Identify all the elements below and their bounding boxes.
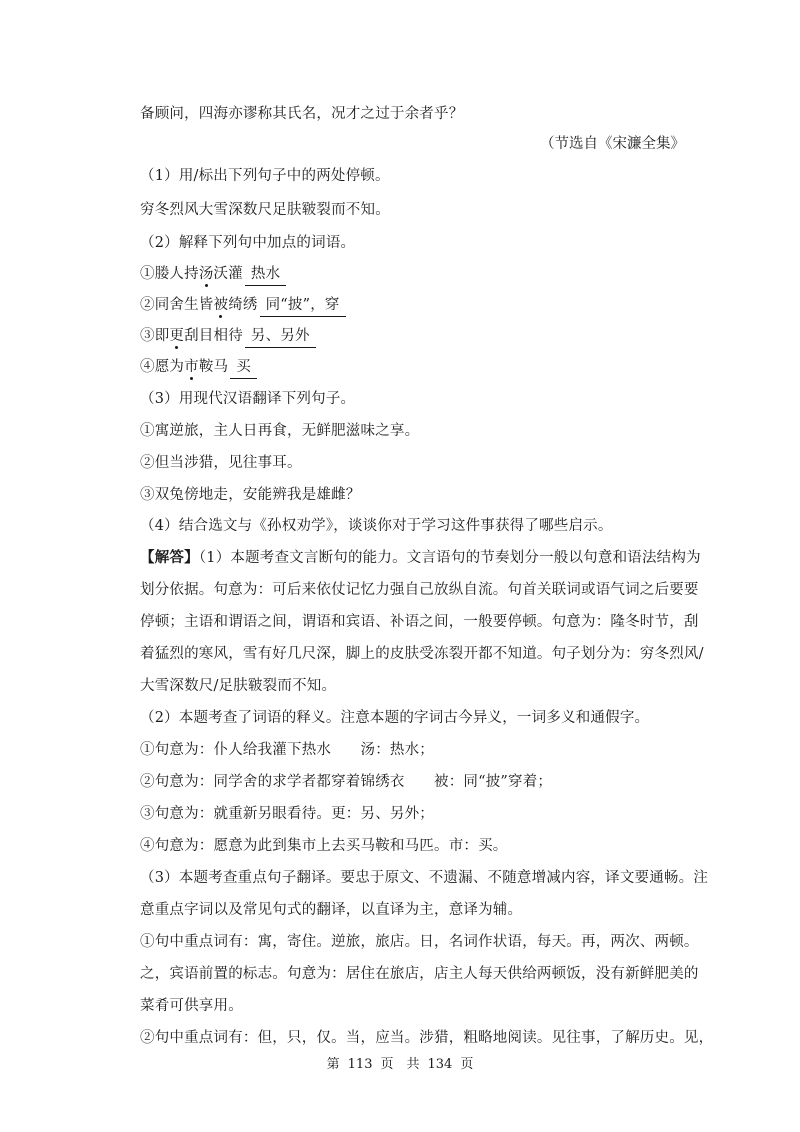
dotted-word: 市 [184, 359, 199, 375]
question-1: （1）用/标出下列句子中的两处停顿。 [140, 168, 390, 184]
answer-2-line-5: ④句意为：愿意为此到集市上去买马鞍和马匹。市：买。 [140, 838, 508, 854]
footer-mid: 页 共 [380, 1057, 420, 1072]
item-text-b: 鞍马 [198, 359, 229, 375]
question-2-item-2 [140, 295, 346, 317]
question-3-item-1: ①寓逆旅，主人日再食，无鲜肥滋味之享。 [140, 423, 420, 439]
page-footer [0, 1056, 800, 1074]
answer-3-line-2: 意重点字词以及常见句式的翻译，以直译为主，意译为辅。 [140, 902, 523, 918]
item-text-b: 刮目相待 [184, 328, 243, 344]
dotted-word: 更 [169, 328, 185, 344]
answer-3-line-5: 菜肴可供享用。 [140, 998, 243, 1014]
item-text-a: ②同舍生皆 [140, 297, 214, 313]
question-2-item-1 [140, 264, 286, 286]
answer-text: （1）本题考查文言断句的能力。文言语句的节奏划分一般以句意和语法结构为 [198, 550, 701, 566]
answer-label: 【解答】 [140, 549, 199, 566]
passage-last-line: 备顾问，四海亦谬称其氏名，况才之过于余者乎？ [140, 106, 464, 122]
answer-1-line-2: 划分依据。句意为：可后来依仗记忆力强自己放纵自流。句首关联词或语气词之后要要 [140, 582, 699, 598]
question-1-sentence: 穷冬烈风大雪深数尺足肤皲裂而不知。 [140, 202, 390, 218]
current-page-number: 113 [347, 1057, 373, 1072]
question-4: （4）结合选文与《孙权劝学》，谈谈你对于学习这件事获得了哪些启示。 [140, 518, 613, 534]
question-2: （2）解释下列句中加点的词语。 [140, 235, 356, 251]
dotted-word: 被 [213, 297, 229, 313]
answer-1-line-4: 着猛烈的寒风，雪有好几尺深，脚上的皮肤受冻裂开都不知道。句子划分为：穷冬烈风/ [140, 646, 704, 662]
question-2-item-4 [140, 357, 257, 379]
footer-suffix: 页 [460, 1057, 474, 1072]
answer-blank: 同“披”，穿 [260, 295, 346, 317]
question-3: （3）用现代汉语翻译下列句子。 [140, 391, 356, 407]
answer-1-line-1 [140, 548, 701, 568]
total-pages: 134 [427, 1057, 453, 1072]
answer-2-line-1: （2）本题考查了词语的释义。注意本题的字词古今异义，一词多义和通假字。 [140, 710, 650, 726]
answer-1-line-3: 停顿；主语和谓语之间，谓语和宾语、补语之间，一般要停顿。句意为：隆冬时节，刮 [140, 614, 699, 630]
answer-blank: 热水 [245, 264, 286, 286]
item-text-a: ③即 [140, 328, 170, 344]
answer-blank: 另、另外 [245, 326, 316, 348]
item-text: ①媵人持汤沃灌 [140, 266, 243, 282]
answer-1-line-5: 大雪深数尺/足肤皲裂而不知。 [140, 678, 337, 694]
question-2-item-3 [140, 326, 316, 348]
answer-2-line-3: ②句意为：同学舍的求学者都穿着锦绣衣 被：同“披”穿着； [140, 774, 553, 790]
answer-blank: 买 [230, 357, 257, 379]
source-citation: （节选自《宋濂全集》 [540, 136, 685, 152]
footer-prefix: 第 [326, 1057, 340, 1072]
question-3-item-3: ③双兔傍地走，安能辨我是雄雌？ [140, 487, 361, 503]
item-text-a: ④愿为 [140, 359, 185, 375]
question-3-item-2: ②但当涉猎，见往事耳。 [140, 455, 302, 471]
answer-3-line-3: ①句中重点词有：寓，寄住。逆旅，旅店。日，名词作状语，每天。再，两次、两顿。 [140, 934, 699, 950]
answer-3-line-6: ②句中重点词有：但，只，仅。当，应当。涉猎，粗略地阅读。见往事，了解历史。见， [140, 1030, 714, 1046]
answer-3-line-4: 之，宾语前置的标志。句意为：居住在旅店，店主人每天供给两顿饭，没有新鲜肥美的 [140, 966, 699, 982]
answer-2-line-2: ①句意为：仆人给我灌下热水 汤：热水； [140, 742, 434, 758]
answer-3-line-1: （3）本题考查重点句子翻译。要忠于原文、不遗漏、不随意增减内容，译文要通畅。注 [140, 870, 709, 886]
item-text-b: 绮绣 [228, 297, 258, 313]
dotted-word: 汤 [198, 266, 214, 282]
answer-2-line-4: ③句意为：就重新另眼看待。更：另、另外； [140, 806, 434, 822]
